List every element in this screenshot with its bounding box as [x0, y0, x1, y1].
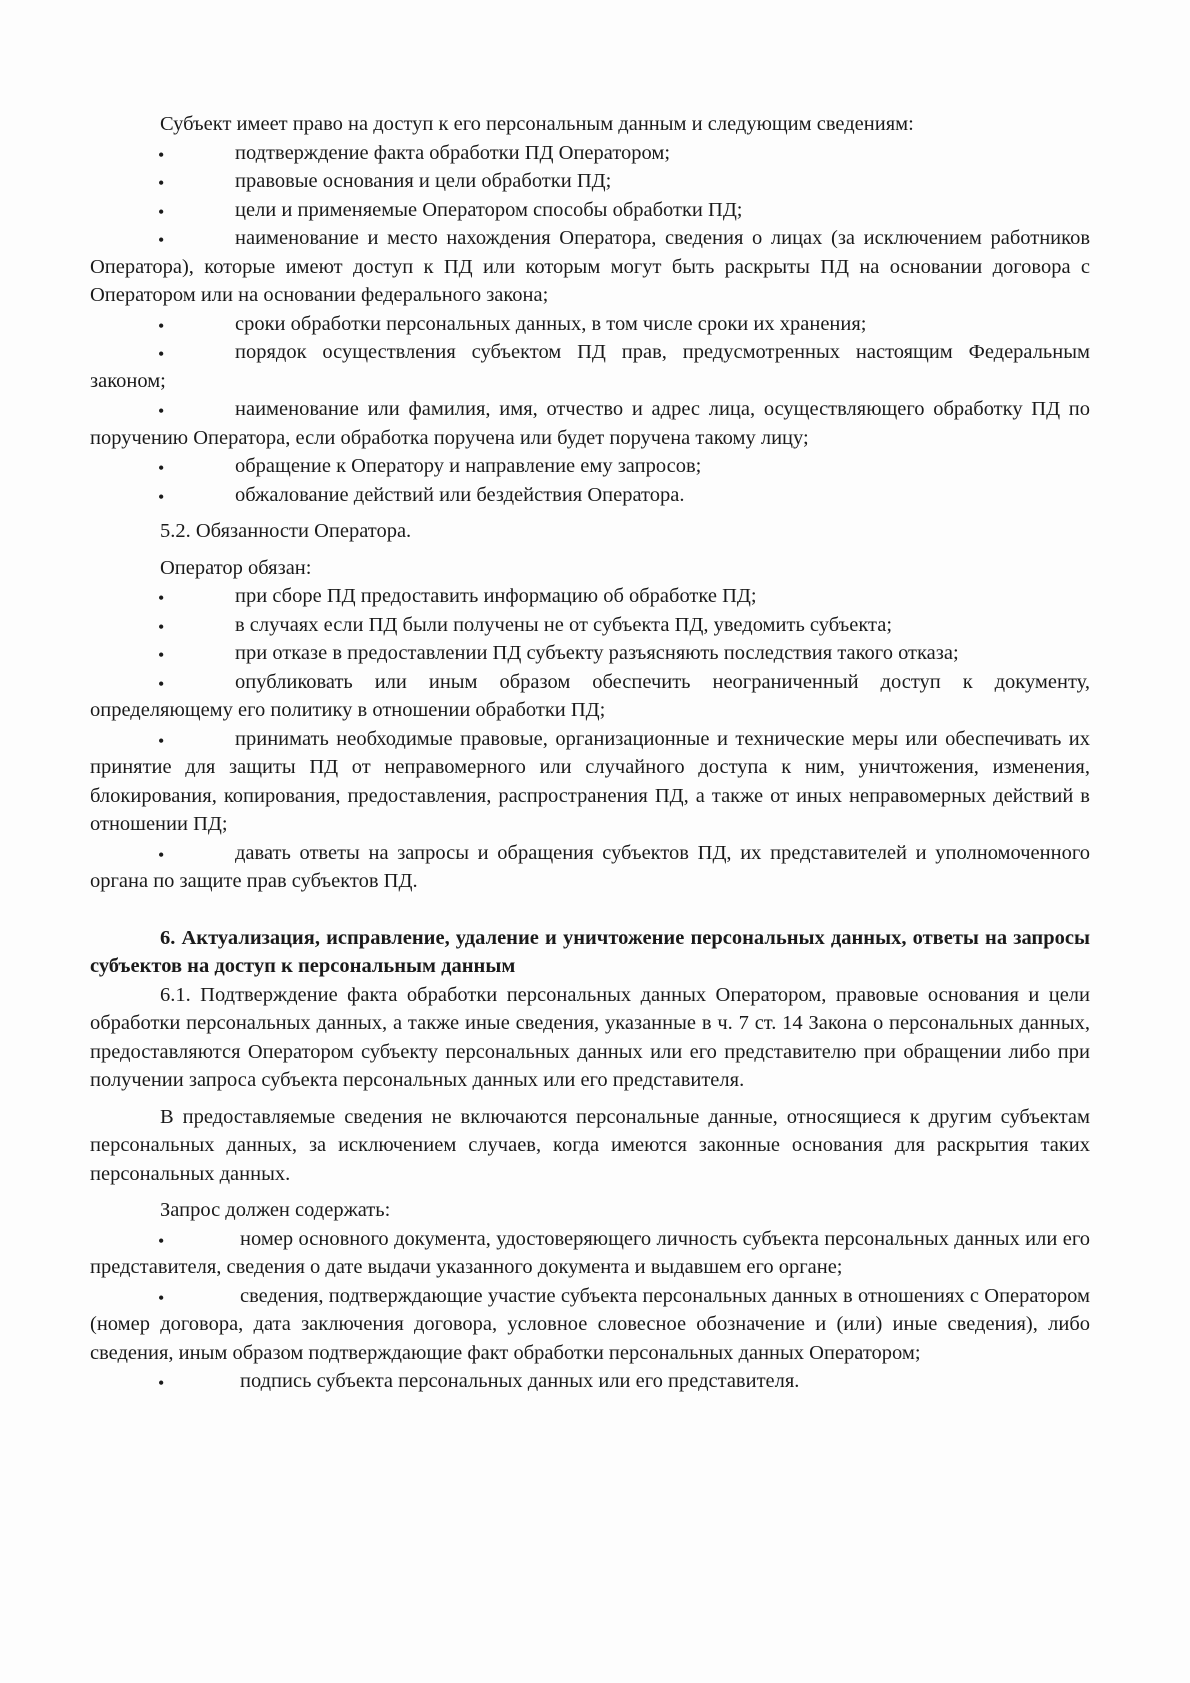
- list-item: • обращение к Оператору и направление ему запросов;: [90, 452, 1090, 481]
- rights-list: [90, 139, 1090, 510]
- section-6-exclusion-paragraph: В предоставляемые сведения не включаются персональные данные, относящиеся к другим субъектам персональных данных, за исключением случаев, когда имеются законные основания для раскрытия таких персональных данных.: [90, 1105, 1090, 1185]
- section-6-heading: 6. Актуализация, исправление, удаление и уничтожение персональных данных, ответы на запросы субъектов на доступ к персональным данным: [90, 926, 1090, 977]
- list-item: • при сборе ПД предоставить информацию об обработке ПД;: [90, 582, 1090, 611]
- section-6-1-paragraph: 6.1. Подтверждение факта обработки персональных данных Оператором, правовые основания и цели обработки персональных данных, а также иные сведения, указанные в ч. 7 ст. 14 Закона о персональных данных, предоставляются Оператором субъекту персональных данных или его представителю при обращении либо при получении запроса субъекта персональных данных или его представителя.: [90, 983, 1090, 1091]
- operator-duties-list: [90, 582, 1090, 896]
- list-item: • сроки обработки персональных данных, в том числе сроки их хранения;: [90, 310, 1090, 339]
- section-5-2-title: 5.2. Обязанности Оператора.: [160, 520, 412, 542]
- list-item: • опубликовать или иным образом обеспечить неограниченный доступ к документу, определяющему его политику в отношении обработки ПД;: [90, 668, 1090, 725]
- list-item: • порядок осуществления субъектом ПД прав, предусмотренных настоящим Федеральным законом;: [90, 338, 1090, 395]
- rights-intro: Субъект имеет право на доступ к его персональным данным и следующим сведениям:: [160, 113, 914, 135]
- list-item: • наименование и место нахождения Оператора, сведения о лицах (за исключением работников Оператора), которые имеют доступ к ПД или которым могут быть раскрыты ПД на основании договора с Оператором или на основании федерального закона;: [90, 224, 1090, 310]
- request-lead: Запрос должен содержать:: [160, 1199, 391, 1221]
- document-body: [90, 110, 1090, 1396]
- list-item: • правовые основания и цели обработки ПД;: [90, 167, 1090, 196]
- list-item: • номер основного документа, удостоверяющего личность субъекта персональных данных или его представителя, сведения о дате выдачи указанного документа и выдавшем его органе;: [90, 1225, 1090, 1282]
- list-item: • обжалование действий или бездействия Оператора.: [90, 481, 1090, 510]
- list-item: • наименование или фамилия, имя, отчество и адрес лица, осуществляющего обработку ПД по поручению Оператора, если обработка поручена или будет поручена такому лицу;: [90, 395, 1090, 452]
- list-item: • подтверждение факта обработки ПД Оператором;: [90, 139, 1090, 168]
- request-contents-list: [90, 1225, 1090, 1396]
- list-item: • подпись субъекта персональных данных или его представителя.: [90, 1367, 1090, 1396]
- operator-obliged-lead: Оператор обязан:: [160, 556, 312, 579]
- list-item: • при отказе в предоставлении ПД субъекту разъясняють последствия такого отказа;: [90, 639, 1090, 668]
- list-item: • в случаях если ПД были получены не от субъекта ПД, уведомить субъекта;: [90, 611, 1090, 640]
- list-item: • цели и применяемые Оператором способы обработки ПД;: [90, 196, 1090, 225]
- list-item: • принимать необходимые правовые, организационные и технические меры или обеспечивать их принятие для защиты ПД от неправомерного или случайного доступа к ним, уничтожения, изменения, блокирования, копирования, предоставления, распространения ПД, а также от иных неправомерных действий в отношении ПД;: [90, 725, 1090, 839]
- list-item: • сведения, подтверждающие участие субъекта персональных данных в отношениях с Оператором (номер договора, дата заключения договора, условное словесное обозначение и (или) иные сведения), либо сведения, иным образом подтверждающие факт обработки персональных данных Оператором;: [90, 1282, 1090, 1368]
- list-item: • давать ответы на запросы и обращения субъектов ПД, их представителей и уполномоченного органа по защите прав субъектов ПД.: [90, 839, 1090, 896]
